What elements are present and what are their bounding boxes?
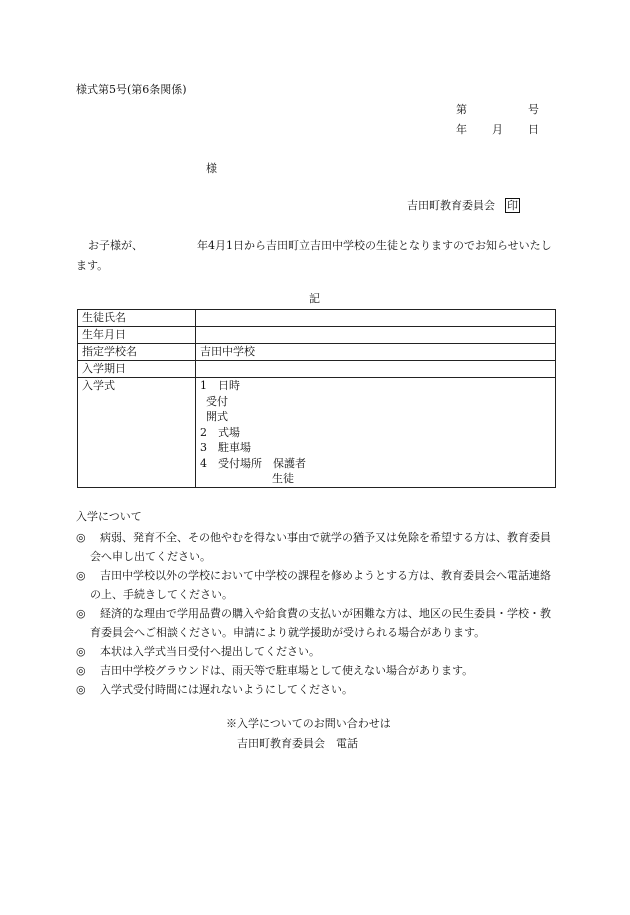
- ki-heading: 記: [309, 292, 320, 305]
- row-value-enrollment-date: [196, 361, 556, 378]
- bullet-mark: ◎: [76, 645, 86, 658]
- issuer: [407, 198, 520, 213]
- date-year-label: 年: [456, 123, 467, 136]
- ceremony-line: 開式: [206, 410, 228, 423]
- row-label-birthdate: 生年月日: [78, 327, 196, 344]
- row-label-enrollment-date: 入学期日: [78, 361, 196, 378]
- row-label-student-name: 生徒氏名: [78, 310, 196, 327]
- bullet-mark: ◎: [76, 683, 86, 696]
- table-row: [78, 344, 556, 361]
- notes-list: [76, 528, 554, 699]
- date-month-label: 月: [492, 123, 503, 136]
- inquiry-heading: ※入学についてのお問い合わせは: [226, 717, 391, 730]
- ceremony-line: 3 駐車場: [200, 441, 251, 454]
- ceremony-line: 2 式場: [200, 425, 240, 439]
- ceremony-line: 1 日時: [200, 379, 240, 392]
- issuer-name: 吉田町教育委員会: [407, 199, 495, 212]
- ceremony-details: [196, 378, 556, 488]
- notice-paragraph: [76, 236, 556, 276]
- list-item: ◎ 入学式受付時間には遅れないようにしてください。: [76, 680, 554, 699]
- ceremony-line: 受付: [206, 394, 228, 408]
- list-item: ◎ 吉田中学校グラウンドは、雨天等で駐車場として使えない場合があります。: [76, 661, 554, 680]
- table-row: [78, 378, 556, 488]
- bullet-mark: ◎: [76, 569, 86, 582]
- recipient-honorific: 様: [206, 162, 217, 175]
- enrollment-info-table: [77, 309, 556, 488]
- list-item: ◎ 経済的な理由で学用品費の購入や給食費の支払いが困難な方は、地区の民生委員・学校・教育委員会へご相談ください。申請により就学援助が受けられる場合があります。: [76, 604, 554, 642]
- row-value-school: 吉田中学校: [196, 344, 556, 361]
- ceremony-line: 4 受付場所 保護者: [200, 456, 306, 470]
- bullet-mark: ◎: [76, 607, 86, 620]
- row-value-student-name: [196, 310, 556, 327]
- table-row: [78, 361, 556, 378]
- form-number-label: 様式第5号(第6条関係): [76, 83, 187, 96]
- list-item: ◎ 病弱、発育不全、その他やむを得ない事由で就学の猶予又は免除を希望する方は、教育委員会へ申し出てください。: [76, 528, 554, 566]
- ceremony-line: 生徒: [272, 472, 294, 485]
- row-value-birthdate: [196, 327, 556, 344]
- bullet-mark: ◎: [76, 664, 86, 677]
- list-item: ◎ 本状は入学式当日受付へ提出してください。: [76, 642, 554, 661]
- seal-mark: 印: [507, 199, 518, 212]
- bullet-mark: ◎: [76, 531, 86, 544]
- table-row: [78, 327, 556, 344]
- row-label-school: 指定学校名: [78, 344, 196, 361]
- table-row: [78, 310, 556, 327]
- list-item: ◎ 吉田中学校以外の学校において中学校の課程を修めようとする方は、教育委員会へ電話連絡の上、手続きしてください。: [76, 566, 554, 604]
- document-number-suffix: 号: [528, 103, 539, 116]
- notes-title: 入学について: [76, 510, 142, 523]
- notice-prefix: お子様が、: [88, 239, 143, 252]
- notice-text: 年4月1日から吉田町立吉田中学校の生徒となりますのでお知らせいたします。: [76, 239, 552, 272]
- date-day-label: 日: [528, 123, 539, 136]
- document-number-prefix: 第: [456, 103, 467, 116]
- row-label-ceremony: 入学式: [78, 378, 196, 488]
- inquiry-contact: 吉田町教育委員会 電話: [237, 737, 358, 750]
